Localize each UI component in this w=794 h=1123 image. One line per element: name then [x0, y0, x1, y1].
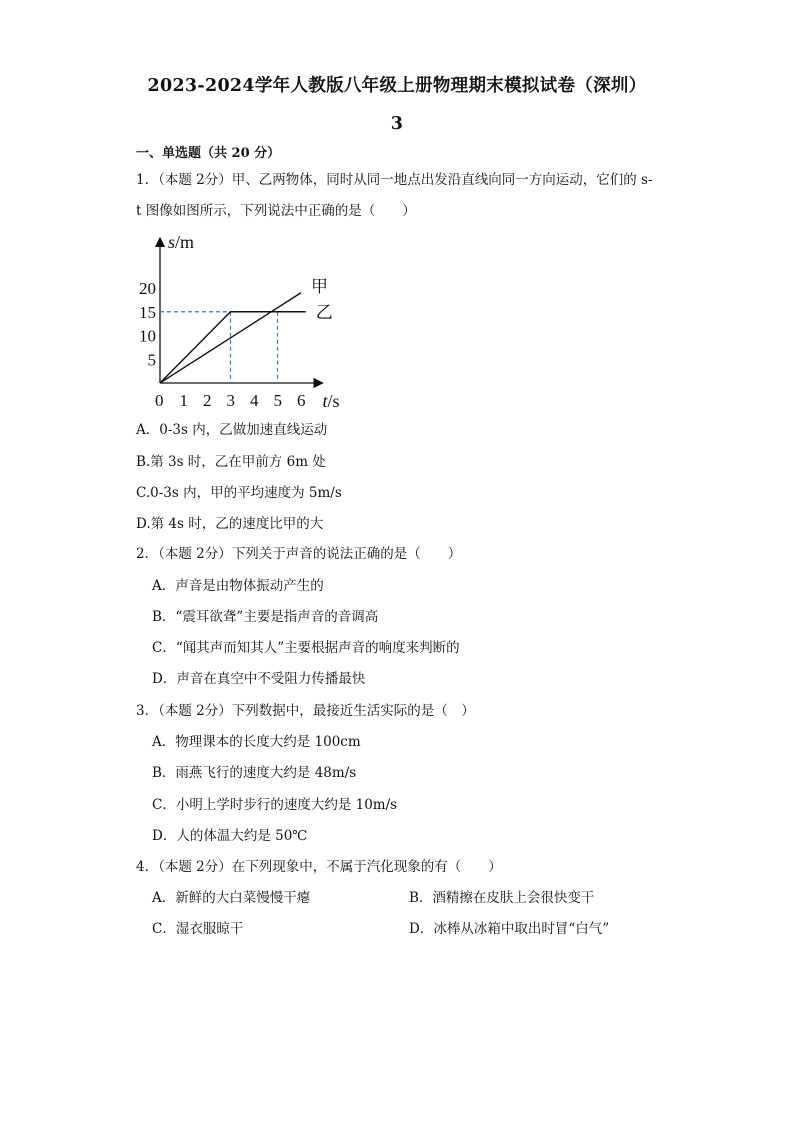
q3-stem: 3．（本题 2分）下列数据中，最接近生活实际的是（ ）	[136, 703, 475, 719]
q1-stem-line2: t 图像如图所示，下列说法中正确的是（ ）	[136, 203, 416, 219]
q3-option-c: C．小明上学时步行的速度大约是 10m/s	[152, 797, 398, 813]
section-heading: 一、单选题（共 20 分）	[136, 146, 281, 161]
x-tick-label: 3	[226, 391, 235, 410]
q4-option-c: C．湿衣服晾干	[152, 921, 244, 937]
series-line-2	[160, 312, 306, 383]
q2-option-a: A．声音是由物体振动产生的	[152, 578, 324, 594]
q4-option-b: B．酒精擦在皮肤上会很快变干	[409, 890, 595, 906]
q1-stem-line1: 1．（本题 2分）甲、乙两物体，同时从同一地点出发沿直线向同一方向运动，它们的 s-	[136, 172, 653, 188]
q1-option-c: C.0-3s 内，甲的平均速度为 5m/s	[136, 485, 342, 501]
x-tick-label: 4	[250, 391, 259, 410]
y-tick-label: 15	[139, 302, 156, 322]
q4-option-a: A．新鲜的大白菜慢慢干瘪	[152, 890, 311, 906]
x-axis-label: t/s	[322, 391, 340, 411]
q1-option-a: A．0-3s 内，乙做加速直线运动	[136, 422, 328, 438]
q1-option-d: D.第 4s 时，乙的速度比甲的大	[136, 516, 324, 532]
q3-option-d: D．人的体温大约是 50℃	[152, 828, 308, 844]
q1-option-b: B.第 3s 时，乙在甲前方 6m 处	[136, 454, 326, 470]
y-tick-label: 20	[139, 279, 156, 298]
q3-option-a: A．物理课本的长度大约是 100cm	[152, 734, 361, 750]
q3-option-b: B．雨燕飞行的速度大约是 48m/s	[152, 765, 357, 781]
q2-option-b: B．“震耳欲聋”主要是指声音的音调高	[152, 609, 379, 625]
y-tick-label: 5	[147, 350, 156, 370]
q4-option-d: D．冰棒从冰箱中取出时冒“白气”	[409, 921, 610, 937]
x-tick-label: 1	[179, 391, 188, 410]
q2-option-d: D．声音在真空中不受阻力传播最快	[152, 671, 366, 687]
q4-stem: 4．（本题 2分）在下列现象中，不属于汽化现象的有（ ）	[136, 859, 502, 875]
q2-stem: 2．（本题 2分）下列关于声音的说法正确的是（ ）	[136, 546, 462, 562]
exam-title: 2023-2024学年人教版八年级上册物理期末模拟试卷（深圳）	[147, 76, 647, 96]
q2-option-c: C．“闻其声而知其人”主要根据声音的响度来判断的	[152, 640, 460, 656]
y-axis-label: s/m	[168, 232, 195, 252]
exam-title-number: 3	[390, 114, 404, 134]
x-tick-label: 2	[203, 391, 212, 410]
y-tick-label: 10	[139, 326, 156, 346]
x-tick-label: 6	[297, 391, 306, 410]
series-label: 甲	[311, 276, 328, 296]
x-tick-label: 5	[273, 391, 282, 410]
st-graph	[128, 228, 358, 414]
x-tick-label: 0	[155, 391, 164, 410]
series-label: 乙	[315, 302, 333, 322]
